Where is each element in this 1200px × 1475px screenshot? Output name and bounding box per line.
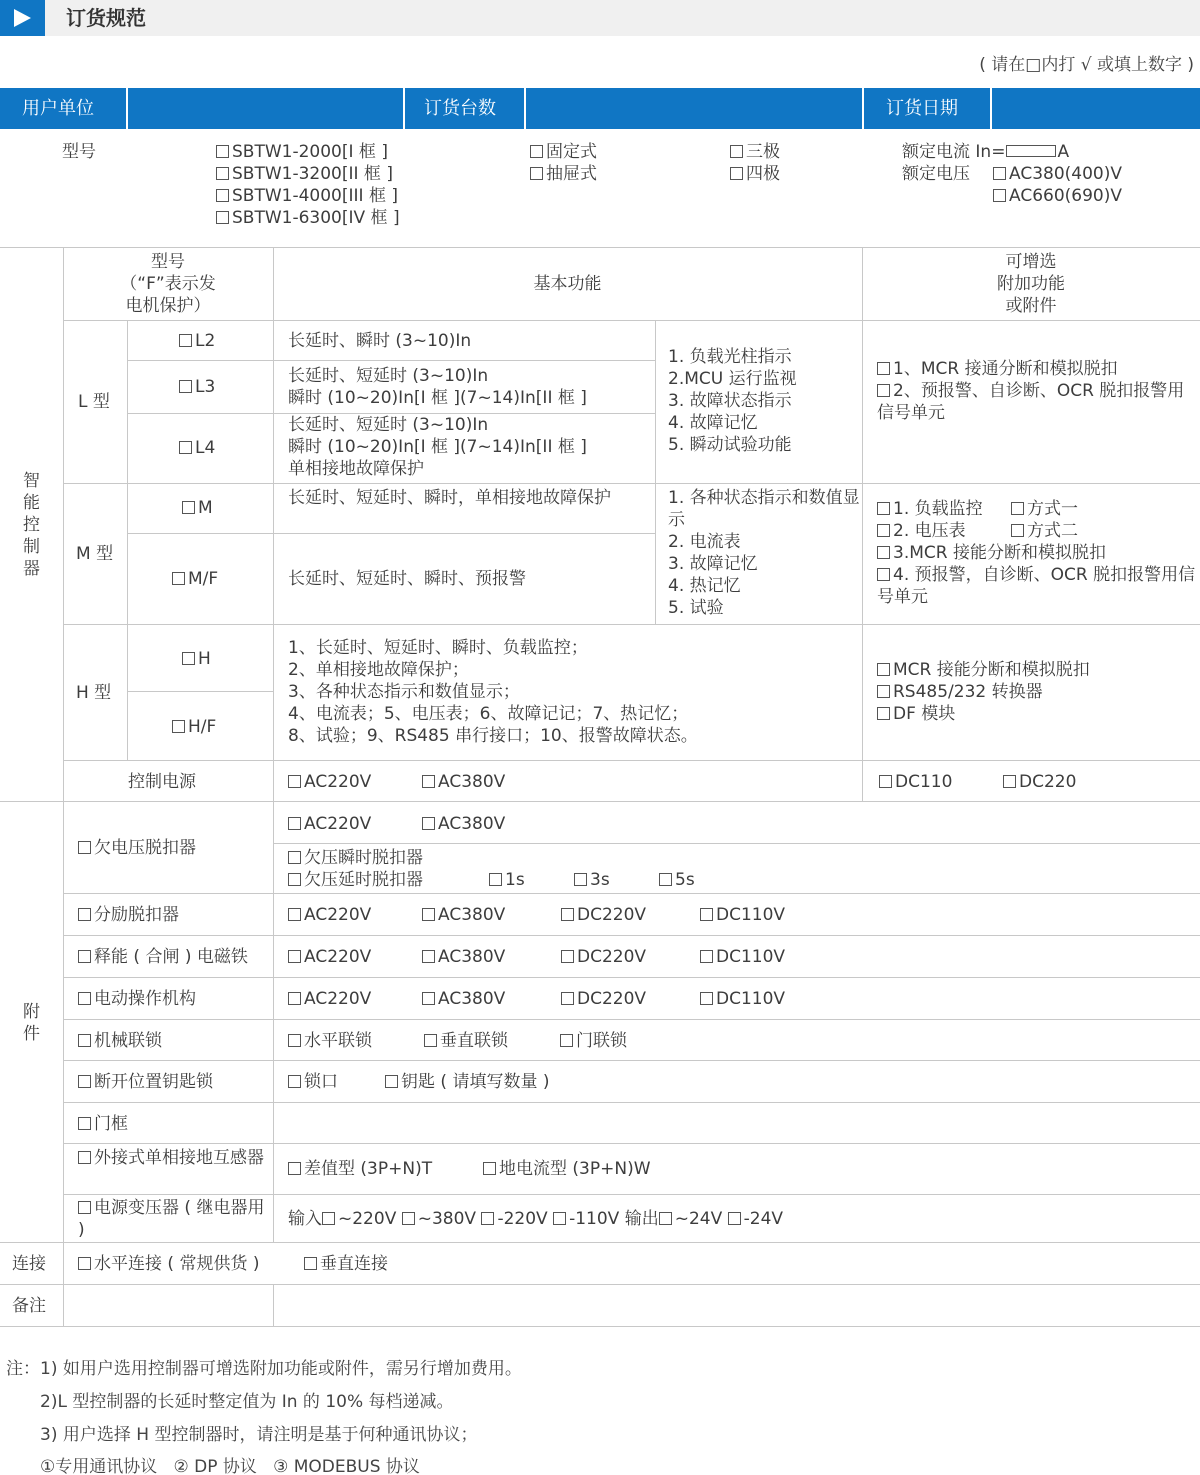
- section-header: [0, 0, 1200, 36]
- transformer-options[interactable]: 输入 ~220V ~380V -220V -110V 输出 ~24V -24V: [288, 1209, 784, 1229]
- model-label: 型号: [62, 142, 96, 162]
- controller-side-label: 智 能 控 制 器: [23, 471, 40, 579]
- code-option[interactable]: M: [182, 497, 213, 519]
- acc-option[interactable]: 锁口: [288, 1071, 338, 1093]
- acc-option[interactable]: 钥匙 ( 请填写数量 ): [385, 1071, 549, 1093]
- checkbox-icon[interactable]: [561, 908, 574, 921]
- pole-option[interactable]: 三极: [730, 141, 780, 163]
- checkbox-icon[interactable]: [530, 167, 543, 180]
- checkbox-icon[interactable]: [385, 1075, 398, 1088]
- voltage-option[interactable]: AC380(400)V: [993, 163, 1122, 185]
- connection-option[interactable]: 垂直连接: [304, 1253, 388, 1275]
- checkbox-icon[interactable]: [877, 384, 890, 397]
- checkbox-icon[interactable]: [182, 501, 195, 514]
- checkbox-icon[interactable]: [879, 775, 892, 788]
- checkbox-icon[interactable]: [700, 908, 713, 921]
- func-text: 长延时、短延时 (3~10)In 瞬时 (10~20)In[I 框 ](7~14)In[II 框 ]: [288, 366, 587, 408]
- checkbox-icon[interactable]: [659, 873, 672, 886]
- checkbox-icon[interactable]: [288, 992, 301, 1005]
- acc-shunt[interactable]: 分励脱扣器: [78, 904, 179, 926]
- order-qty-label: 订货台数: [424, 98, 496, 119]
- checkbox-icon[interactable]: [1011, 524, 1024, 537]
- checkbox-icon[interactable]: [730, 145, 743, 158]
- checkbox-icon[interactable]: [288, 817, 301, 830]
- checkbox-icon[interactable]: [877, 663, 890, 676]
- acc-undervoltage[interactable]: 欠电压脱扣器: [78, 837, 196, 859]
- model-option[interactable]: SBTW1-6300[IV 框 ]: [216, 207, 400, 229]
- checkbox-icon[interactable]: [877, 524, 890, 537]
- user-unit-label: 用户单位: [22, 98, 94, 119]
- checkbox-icon[interactable]: [179, 441, 192, 454]
- checkbox-icon[interactable]: [730, 167, 743, 180]
- optional-item[interactable]: MCR 接能分断和模拟脱扣: [877, 659, 1197, 681]
- acc-transformer[interactable]: 电源变压器 ( 继电器用 ): [78, 1198, 265, 1240]
- features-text: 1. 负载光柱指示 2.MCU 运行监视 3. 故障状态指示 4. 故障记忆 5. 瞬动试验功能: [668, 347, 797, 455]
- note-line: 2)L 型控制器的长延时整定值为 In 的 10% 每档递减。: [40, 1392, 454, 1412]
- optional-item[interactable]: 4. 预报警，自诊断、OCR 脱扣报警用信号单元: [877, 565, 1196, 607]
- func-text: 长延时、瞬时 (3~10)In: [288, 331, 472, 351]
- checkbox-icon[interactable]: [483, 1162, 496, 1175]
- checkbox-icon[interactable]: [288, 1034, 301, 1047]
- checkbox-icon[interactable]: [78, 841, 91, 854]
- checkbox-icon[interactable]: [78, 992, 91, 1005]
- optional-item[interactable]: RS485/232 转换器: [877, 681, 1197, 703]
- order-date-label: 订货日期: [886, 98, 958, 119]
- checkbox-icon[interactable]: [78, 950, 91, 963]
- checkbox-icon[interactable]: [182, 652, 195, 665]
- remark-label: 备注: [12, 1296, 46, 1316]
- checkbox-icon[interactable]: [78, 1201, 91, 1214]
- acc-option[interactable]: DC220V: [561, 904, 646, 926]
- func-text: 1、长延时、短延时、瞬时、负载监控； 2、单相接地故障保护； 3、各种状态指示和数值显示； 4、电流表；5、电压表；6、故障记记；7、热记忆； 8、试验；9、RS485 串行接口；10、报警故障状态。: [288, 638, 698, 746]
- acc-option[interactable]: DC110V: [700, 988, 785, 1010]
- mount-option[interactable]: 抽屉式: [530, 163, 597, 185]
- acc-option[interactable]: AC220V: [288, 988, 371, 1010]
- head-optional: 可增选 附加功能 或附件: [997, 252, 1065, 316]
- checkbox-icon[interactable]: [78, 908, 91, 921]
- checkbox-icon[interactable]: [172, 572, 185, 585]
- acc-option[interactable]: 欠压延时脱扣器: [288, 869, 423, 891]
- voltage-option[interactable]: AC660(690)V: [993, 185, 1122, 207]
- checkbox-icon[interactable]: [700, 992, 713, 1005]
- rated-current-field[interactable]: 额定电流 In= A: [902, 142, 1070, 162]
- section-title: 订货规范: [66, 6, 146, 30]
- optional-item[interactable]: 1. 负载监控 方式一: [877, 498, 1197, 520]
- acc-option[interactable]: 5s: [659, 869, 695, 891]
- acc-option[interactable]: AC380V: [422, 988, 505, 1010]
- type-L-label: L 型: [78, 392, 110, 412]
- power-option[interactable]: AC220V: [288, 771, 371, 793]
- checkbox-icon[interactable]: [179, 380, 192, 393]
- checkbox-icon[interactable]: [288, 950, 301, 963]
- connection-label: 连接: [12, 1254, 46, 1274]
- func-text: 长延时、短延时 (3~10)In 瞬时 (10~20)In[I 框 ](7~14)In[II 框 ] 单相接地故障保护: [288, 415, 587, 479]
- features-text: 1. 各种状态指示和数值显示 2. 电流表 3. 故障记忆 4. 热记忆 5. 试验: [668, 488, 860, 618]
- code-option[interactable]: L2: [179, 330, 215, 352]
- acc-closing[interactable]: 释能 ( 合闸 ) 电磁铁: [78, 946, 248, 968]
- type-M-label: M 型: [76, 544, 114, 564]
- optional-M[interactable]: [877, 498, 1197, 608]
- instruction-note: ( 请在□内打 √ 或填上数字 ): [979, 55, 1194, 75]
- acc-option[interactable]: AC380V: [422, 946, 505, 968]
- code-option[interactable]: L4: [179, 437, 215, 459]
- checkbox-icon[interactable]: [78, 1257, 91, 1270]
- checkbox-icon[interactable]: [422, 950, 435, 963]
- code-option[interactable]: H/F: [172, 716, 216, 738]
- checkbox-icon[interactable]: [561, 992, 574, 1005]
- checkbox-icon[interactable]: [877, 685, 890, 698]
- protocol-line: ①专用通讯协议 ② DP 协议 ③ MODEBUS 协议: [40, 1457, 420, 1475]
- control-power-label: 控制电源: [128, 772, 196, 792]
- checkbox-icon[interactable]: [288, 1075, 301, 1088]
- checkbox-icon[interactable]: [422, 992, 435, 1005]
- checkbox-icon[interactable]: [489, 873, 502, 886]
- acc-option[interactable]: DC220V: [561, 988, 646, 1010]
- acc-option[interactable]: 水平联锁: [288, 1030, 372, 1052]
- checkbox-icon[interactable]: [422, 908, 435, 921]
- acc-option[interactable]: 地电流型 (3P+N)W: [483, 1158, 651, 1180]
- checkbox-icon[interactable]: [288, 1162, 301, 1175]
- code-option[interactable]: H: [182, 648, 211, 670]
- checkbox-icon[interactable]: [553, 1212, 566, 1225]
- model-option[interactable]: SBTW1-4000[III 框 ]: [216, 185, 398, 207]
- acc-ct[interactable]: 外接式单相接地互感器: [78, 1147, 268, 1169]
- checkbox-icon[interactable]: [78, 1117, 91, 1130]
- type-H-label: H 型: [76, 683, 112, 703]
- acc-option[interactable]: 欠压瞬时脱扣器: [288, 847, 423, 869]
- checkbox-icon[interactable]: [561, 950, 574, 963]
- checkbox-icon[interactable]: [216, 145, 229, 158]
- checkbox-icon[interactable]: [560, 1034, 573, 1047]
- play-arrow-icon: [0, 0, 45, 36]
- optional-item[interactable]: DF 模块: [877, 703, 1197, 725]
- checkbox-icon[interactable]: [422, 817, 435, 830]
- checkbox-icon[interactable]: [877, 568, 890, 581]
- acc-option[interactable]: DC220V: [561, 946, 646, 968]
- checkbox-icon[interactable]: [304, 1257, 317, 1270]
- acc-option[interactable]: 1s: [489, 869, 525, 891]
- checkbox-icon[interactable]: [993, 167, 1006, 180]
- accessories-side-label: 附 件: [23, 1002, 40, 1044]
- checkbox-icon[interactable]: [288, 775, 301, 788]
- model-option[interactable]: SBTW1-3200[II 框 ]: [216, 163, 393, 185]
- connection-option[interactable]: 水平连接 ( 常规供货 ): [78, 1253, 259, 1275]
- note-line: 注：1) 如用户选用控制器可增选附加功能或附件，需另行增加费用。: [6, 1359, 522, 1379]
- acc-option[interactable]: AC220V: [288, 904, 371, 926]
- optional-H[interactable]: [877, 659, 1197, 725]
- pole-option[interactable]: 四极: [730, 163, 780, 185]
- power-option[interactable]: AC380V: [422, 771, 505, 793]
- checkbox-icon[interactable]: [481, 1212, 494, 1225]
- checkbox-icon[interactable]: [993, 189, 1006, 202]
- optional-item[interactable]: 1、MCR 接通分断和模拟脱扣: [877, 358, 1197, 380]
- acc-option[interactable]: AC220V: [288, 813, 371, 835]
- optional-L[interactable]: [877, 358, 1197, 424]
- optional-item[interactable]: 2. 电压表 方式二: [877, 520, 1197, 542]
- acc-motor[interactable]: 电动操作机构: [78, 988, 196, 1010]
- checkbox-icon[interactable]: [700, 950, 713, 963]
- acc-keylock[interactable]: 断开位置钥匙锁: [78, 1071, 213, 1093]
- checkbox-icon[interactable]: [659, 1212, 672, 1225]
- power-option[interactable]: DC220: [1003, 771, 1076, 793]
- acc-option[interactable]: 垂直联锁: [424, 1030, 508, 1052]
- func-text: 长延时、短延时、瞬时、预报警: [288, 569, 526, 589]
- checkbox-icon[interactable]: [216, 189, 229, 202]
- model-option[interactable]: SBTW1-2000[I 框 ]: [216, 141, 388, 163]
- code-option[interactable]: M/F: [172, 568, 218, 590]
- checkbox-icon[interactable]: [574, 873, 587, 886]
- checkbox-icon[interactable]: [1011, 502, 1024, 515]
- checkbox-icon[interactable]: [1003, 775, 1016, 788]
- acc-option[interactable]: 门联锁: [560, 1030, 627, 1052]
- note-line: 3) 用户选择 H 型控制器时，请注明是基于何种通讯协议；: [40, 1425, 478, 1445]
- checkbox-icon[interactable]: [288, 851, 301, 864]
- acc-option[interactable]: DC110V: [700, 904, 785, 926]
- acc-doorframe[interactable]: 门框: [78, 1113, 128, 1135]
- acc-interlock[interactable]: 机械联锁: [78, 1030, 162, 1052]
- head-model: 型号 （“F”表示发 电机保护）: [120, 252, 216, 316]
- head-basic: 基本功能: [533, 274, 602, 294]
- func-text: 长延时、短延时、瞬时，单相接地故障保护: [288, 488, 611, 508]
- checkbox-icon[interactable]: [172, 720, 185, 733]
- checkbox-icon[interactable]: [530, 145, 543, 158]
- acc-option[interactable]: AC380V: [422, 904, 505, 926]
- checkbox-icon[interactable]: [78, 1075, 91, 1088]
- checkbox-icon[interactable]: [422, 775, 435, 788]
- checkbox-icon[interactable]: [288, 873, 301, 886]
- checkbox-icon[interactable]: [216, 167, 229, 180]
- rated-current-input[interactable]: [1006, 145, 1056, 157]
- acc-option[interactable]: DC110V: [700, 946, 785, 968]
- optional-item[interactable]: 3.MCR 接能分断和模拟脱扣: [877, 542, 1197, 564]
- checkbox-icon[interactable]: [877, 502, 890, 515]
- checkbox-icon[interactable]: [179, 334, 192, 347]
- optional-item-tail: 信号单元: [877, 403, 945, 423]
- checkbox-icon[interactable]: [288, 908, 301, 921]
- checkbox-icon[interactable]: [78, 1151, 91, 1164]
- acc-option[interactable]: 差值型 (3P+N)T: [288, 1158, 432, 1180]
- checkbox-icon[interactable]: [402, 1212, 415, 1225]
- code-option[interactable]: L3: [179, 376, 215, 398]
- optional-item[interactable]: 2、预报警、自诊断、OCR 脱扣报警用: [877, 380, 1197, 402]
- acc-option[interactable]: AC220V: [288, 946, 371, 968]
- checkbox-icon[interactable]: [728, 1212, 741, 1225]
- checkbox-icon[interactable]: [877, 546, 890, 559]
- power-option[interactable]: DC110: [879, 771, 952, 793]
- order-info-bar: [0, 88, 1200, 129]
- acc-option[interactable]: AC380V: [422, 813, 505, 835]
- checkbox-icon[interactable]: [322, 1212, 335, 1225]
- checkbox-icon[interactable]: [78, 1034, 91, 1047]
- checkbox-icon[interactable]: [877, 707, 890, 720]
- checkbox-icon[interactable]: [877, 362, 890, 375]
- acc-option[interactable]: 3s: [574, 869, 610, 891]
- rated-voltage-label: 额定电压: [902, 164, 970, 184]
- checkbox-icon[interactable]: [216, 211, 229, 224]
- mount-option[interactable]: 固定式: [530, 141, 597, 163]
- checkbox-icon[interactable]: [424, 1034, 437, 1047]
